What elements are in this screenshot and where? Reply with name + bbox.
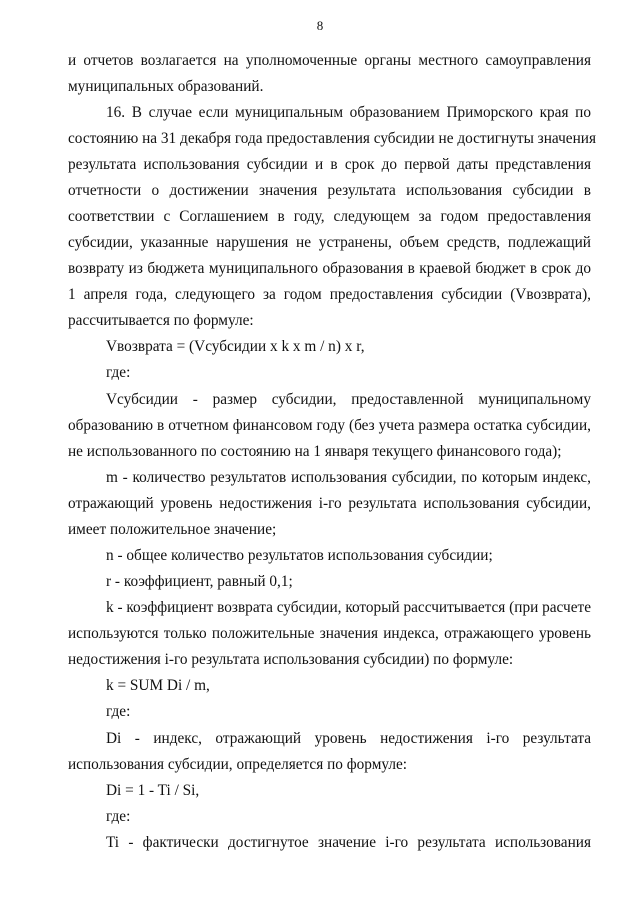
definition-di: Di - индекс, отражающий уровень недостижения i-го результата [106,730,591,747]
text-line: результата использования субсидии и в срок до первой даты представления [68,156,591,173]
formula-v-return: Vвозврата = (Vсубсидии x k x m / n) x r, [106,338,365,355]
definition-n: n - общее количество результатов использования субсидии; [106,547,493,564]
definition-m: m - количество результатов использования субсидии, по которым индекс, [106,469,591,486]
text-line: соответствии с Соглашением в году, следующем за годом предоставления [68,208,591,225]
definition-r: r - коэффициент, равный 0,1; [106,573,293,590]
definition-v-subsidy: Vсубсидии - размер субсидии, предоставленной муниципальному [106,391,591,408]
text-line: субсидии, указанные нарушения не устранены, объем средств, подлежащий [68,234,591,251]
text-line: отчетности о достижении значения результата использования субсидии в [68,182,591,199]
page-number: 8 [316,18,324,33]
formula-k: k = SUM Di / m, [106,677,210,694]
text-line: имеет положительное значение; [68,521,277,538]
text-line: где: [106,703,131,720]
text-line: используются только положительные значения индекса, отражающего уровень [68,625,591,642]
text-line: отражающий уровень недостижения i-го результата использования субсидии, [68,495,591,512]
definition-ti: Ti - фактически достигнутое значение i-го результата использования [106,834,591,851]
text-line: рассчитывается по формуле: [68,312,254,329]
formula-di: Di = 1 - Ti / Si, [106,782,200,799]
text-line: муниципальных образований. [68,78,264,95]
paragraph-16-start: 16. В случае если муниципальным образованием Приморского края по [106,104,591,121]
text-line: недостижения i-го результата использования субсидии) по формуле: [68,651,514,668]
text-line: образованию в отчетном финансовом году (без учета размера остатка субсидии, [68,417,591,434]
text-line: где: [106,808,131,825]
text-line: 1 апреля года, следующего за годом предоставления субсидии (Vвозврата), [68,286,591,303]
text-line: и отчетов возлагается на уполномоченные органы местного самоуправления [68,52,591,69]
text-line: состоянию на 31 декабря года предоставления субсидии не достигнуты значения [68,130,596,147]
text-line: использования субсидии, определяется по формуле: [68,756,408,773]
text-line: возврату из бюджета муниципального образования в краевой бюджет в срок до [68,260,591,277]
text-line: где: [106,364,131,381]
definition-k: k - коэффициент возврата субсидии, который рассчитывается (при расчете [106,599,591,616]
text-line: не использованного по состоянию на 1 января текущего финансового года); [68,443,562,460]
